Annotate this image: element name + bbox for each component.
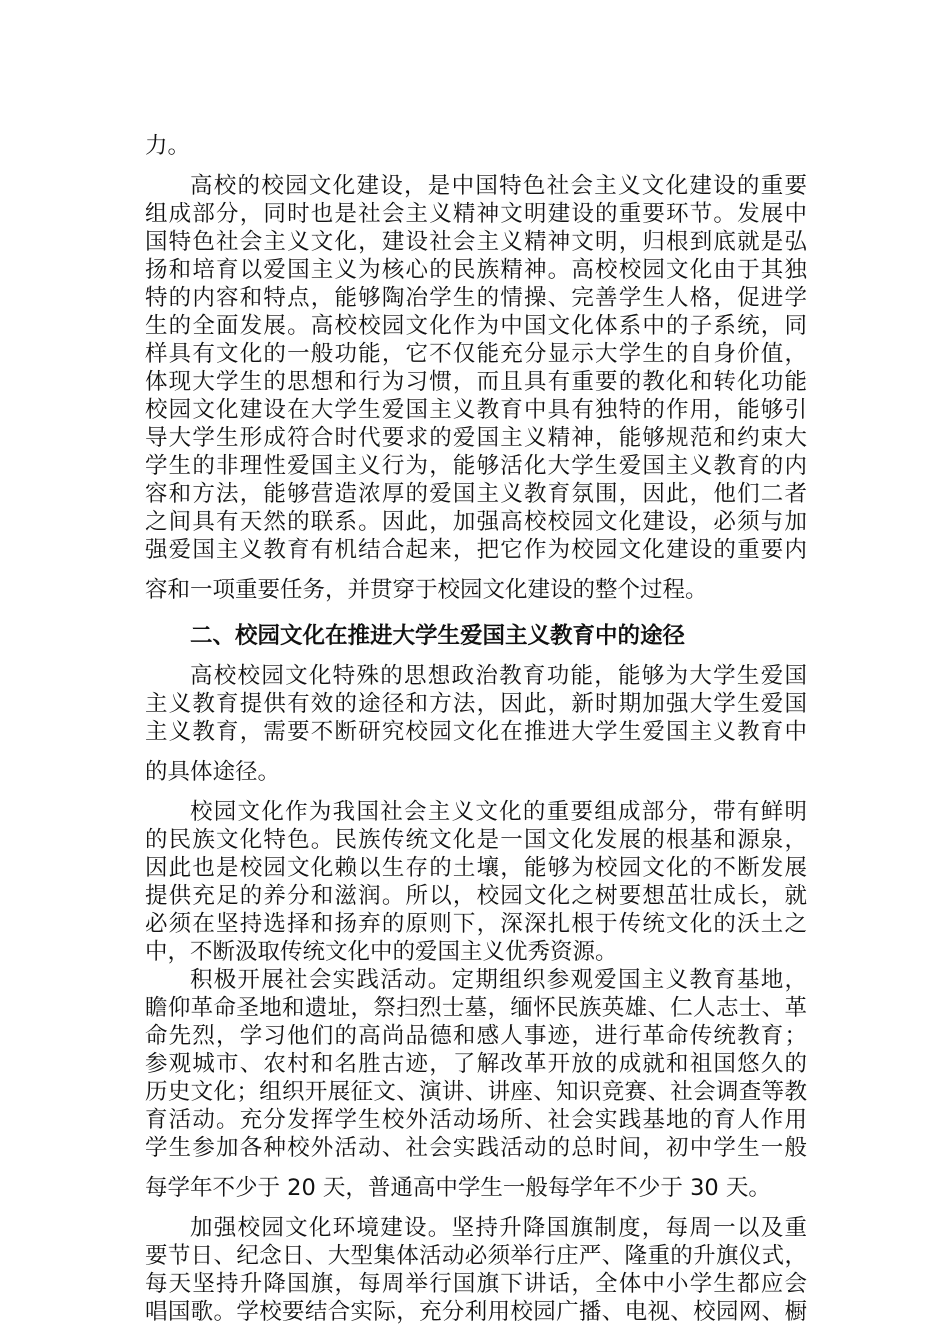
paragraph-line: 育活动。充分发挥学生校外活动场所、社会实践基地的育人作用 bbox=[145, 1107, 807, 1133]
paragraph-line: 历史文化；组织开展征文、演讲、讲座、知识竞赛、社会调查等教 bbox=[145, 1079, 807, 1105]
paragraph-approaches-intro bbox=[145, 662, 807, 786]
paragraph-line: 每天坚持升降国旗，每周举行国旗下讲话，全体中小学生都应会 bbox=[145, 1271, 807, 1297]
paragraph-line: 国特色社会主义文化，建设社会主义精神文明，归根到底就是弘 bbox=[145, 229, 807, 255]
paragraph-campus-environment bbox=[145, 1214, 807, 1326]
paragraph-line: 唱国歌。学校要结合实际，充分利用校园广播、电视、校园网、橱 bbox=[145, 1299, 807, 1325]
paragraph-social-practice bbox=[145, 966, 807, 1202]
paragraph-line: 高校校园文化特殊的思想政治教育功能，能够为大学生爱国 bbox=[190, 663, 807, 689]
paragraph-line: 体现大学生的思想和行为习惯，而且具有重要的教化和转化功能 bbox=[145, 369, 807, 395]
paragraph-line: 要节日、纪念日、大型集体活动必须举行庄严、隆重的升旗仪式， bbox=[145, 1243, 807, 1269]
paragraph-line: 组成部分，同时也是社会主义精神文明建设的重要环节。发展中 bbox=[145, 201, 807, 227]
paragraph-line: 学生的非理性爱国主义行为，能够活化大学生爱国主义教育的内 bbox=[145, 453, 807, 479]
paragraph-line: 参观城市、农村和名胜古迹，了解改革开放的成就和祖国悠久的 bbox=[145, 1051, 807, 1077]
paragraph-line: 瞻仰革命圣地和遗址，祭扫烈士墓，缅怀民族英雄、仁人志士、革 bbox=[145, 995, 807, 1021]
paragraph-line: 积极开展社会实践活动。定期组织参观爱国主义教育基地， bbox=[190, 967, 807, 993]
paragraph-line: 主义教育提供有效的途径和方法，因此，新时期加强大学生爱国 bbox=[145, 691, 807, 717]
paragraph-line: 命先烈，学习他们的高尚品德和感人事迹，进行革命传统教育； bbox=[145, 1023, 807, 1049]
paragraph-line: 校园文化建设在大学生爱国主义教育中具有独特的作用，能够引 bbox=[145, 397, 807, 423]
paragraph-line: 的民族文化特色。民族传统文化是一国文化发展的根基和源泉， bbox=[145, 827, 807, 853]
paragraph-line: 之间具有天然的联系。因此，加强高校校园文化建设，必须与加 bbox=[145, 509, 807, 535]
paragraph-line: 强爱国主义教育有机结合起来，把它作为校园文化建设的重要内 bbox=[145, 537, 807, 563]
paragraph-line: 导大学生形成符合时代要求的爱国主义精神，能够规范和约束大 bbox=[145, 425, 807, 451]
paragraph-line: 容和一项重要任务，并贯穿于校园文化建设的整个过程。 bbox=[145, 577, 708, 603]
paragraph-line: 提供充足的养分和滋润。所以，校园文化之树要想茁壮成长，就 bbox=[145, 883, 807, 909]
document-body bbox=[145, 132, 807, 1326]
paragraph-line: 特的内容和特点，能够陶冶学生的情操、完善学生人格，促进学 bbox=[145, 285, 807, 311]
paragraph-line: 主义教育，需要不断研究校园文化在推进大学生爱国主义教育中 bbox=[145, 719, 807, 745]
section-heading: 二、校园文化在推进大学生爱国主义教育中的途径 bbox=[190, 623, 686, 649]
paragraph-line: 校园文化作为我国社会主义文化的重要组成部分，带有鲜明 bbox=[190, 799, 807, 825]
paragraph-line: 容和方法，能够营造浓厚的爱国主义教育氛围，因此，他们二者 bbox=[145, 481, 807, 507]
paragraph-campus-culture-construction bbox=[145, 172, 807, 604]
paragraph-line: 样具有文化的一般功能，它不仅能充分显示大学生的自身价值， bbox=[145, 341, 807, 367]
paragraph-line: 中，不断汲取传统文化中的爱国主义优秀资源。 bbox=[145, 939, 618, 965]
paragraph-line: 生的全面发展。高校校园文化作为中国文化体系中的子系统，同 bbox=[145, 313, 807, 339]
paragraph-line: 的具体途径。 bbox=[145, 759, 281, 785]
paragraph-line: 加强校园文化环境建设。坚持升降国旗制度，每周一以及重 bbox=[190, 1215, 807, 1241]
paragraph-line: 学生参加各种校外活动、社会实践活动的总时间，初中学生一般 bbox=[145, 1135, 807, 1161]
intro-line: 力。 bbox=[145, 133, 191, 159]
paragraph-line: 高校的校园文化建设，是中国特色社会主义文化建设的重要 bbox=[190, 173, 807, 199]
paragraph-line: 因此也是校园文化赖以生存的土壤，能够为校园文化的不断发展 bbox=[145, 855, 807, 881]
paragraph-line: 扬和培育以爱国主义为核心的民族精神。高校校园文化由于其独 bbox=[145, 257, 807, 283]
paragraph-line: 每学年不少于 20 天，普通高中学生一般每学年不少于 30 天。 bbox=[145, 1175, 771, 1201]
paragraph-line: 必须在坚持选择和扬弃的原则下，深深扎根于传统文化的沃土之 bbox=[145, 911, 807, 937]
paragraph-national-culture bbox=[145, 798, 807, 966]
